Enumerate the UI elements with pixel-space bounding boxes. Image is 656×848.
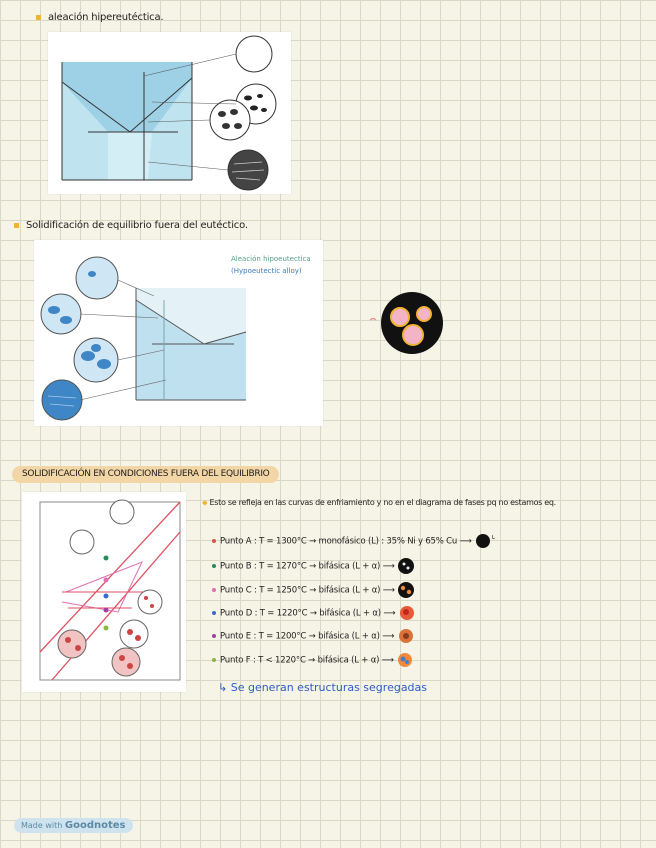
figure-hypoeutectic [34, 240, 323, 426]
micrograph-icon [397, 557, 423, 575]
list-item [212, 557, 423, 575]
dot-icon [212, 634, 216, 638]
micrograph-icon [397, 627, 417, 645]
figure-hypereutectic [48, 32, 291, 194]
micrograph-sketch [366, 290, 450, 356]
dot-icon [212, 539, 216, 543]
micrograph-icon [398, 604, 418, 622]
dot-icon [212, 611, 216, 615]
micrograph-icon [397, 581, 423, 599]
figure-nonequilibrium [22, 492, 186, 692]
section2-heading [14, 220, 248, 231]
conclusion-text: ↳ Se generan estructuras segregadas [218, 681, 428, 694]
point-text: Punto B : T = 1270°C → bifásica (L + α) ⟶ [220, 561, 395, 572]
point-text: Punto D : T = 1220°C → bifásica (L + α) ⟶ [220, 608, 396, 619]
section3-note-text: Esto se refleja en las curvas de enfriamiento y no en el diagrama de fases pq no estamos eq. [209, 498, 556, 507]
fig2-title: Aleación hipoeutectica [231, 255, 311, 263]
nonequilibrium-diagram [22, 492, 186, 692]
section2-title: Solidificación de equilibrio fuera del eutéctico. [25, 220, 248, 231]
section1-title: aleación hipereutéctica. [47, 12, 164, 23]
micrograph-icon [474, 533, 500, 549]
section3-note: ⬥ Esto se refleja en las curvas de enfriamiento y no en el diagrama de fases pq no estamos eq. [202, 498, 556, 507]
brand-label: Goodnotes [64, 820, 126, 831]
dot-icon [212, 588, 216, 592]
bullet-icon [14, 223, 19, 228]
section3-tag: SOLIDIFICACIÓN EN CONDICIONES FUERA DEL EQUILIBRIO [12, 466, 279, 483]
goodnotes-badge [14, 818, 133, 833]
dot-icon [212, 564, 216, 568]
micrograph-icon [396, 651, 416, 669]
dot-icon [212, 658, 216, 662]
fig2-subtitle: (Hypoeutectic alloy) [231, 267, 302, 275]
hypereutectic-diagram [48, 32, 291, 194]
list-item [212, 604, 418, 622]
list-item [212, 533, 500, 549]
list-item [212, 581, 423, 599]
section1-heading [36, 12, 163, 23]
point-text: Punto A : T = 1300°C → monofásico (L) : 35% Ni y 65% Cu ⟶ [220, 536, 472, 547]
svg-text:L: L [492, 535, 495, 541]
made-with-label: Made with [21, 821, 63, 830]
list-item [212, 651, 416, 669]
list-item [212, 627, 417, 645]
point-text: Punto E : T = 1200°C → bifásica (L + α) ⟶ [220, 631, 395, 642]
point-text: Punto C : T = 1250°C → bifásica (L + α) ⟶ [220, 585, 395, 596]
point-text: Punto F : T < 1220°C → bifásica (L + α) ⟶ [220, 655, 394, 666]
bullet-icon [36, 15, 41, 20]
